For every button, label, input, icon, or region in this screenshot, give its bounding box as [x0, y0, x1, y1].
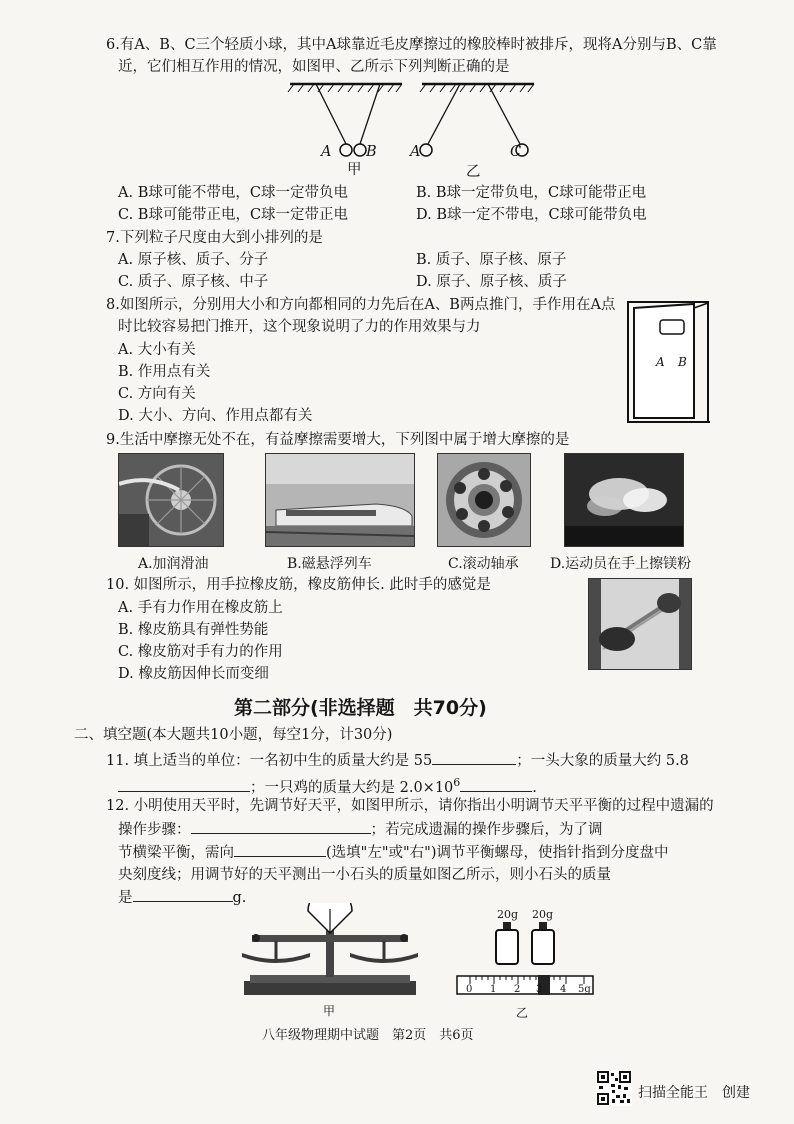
weights-figure — [490, 920, 570, 970]
qr-code-icon — [596, 1070, 632, 1106]
weight-label-1: 20g — [497, 908, 519, 921]
scale-label-yi: 乙 — [516, 1006, 529, 1020]
photo-bicycle-chain — [118, 453, 224, 547]
q7-option-b: B. 质子、原子核、原子 — [416, 252, 567, 268]
rider-scale — [456, 974, 596, 998]
scale-tick-1: 1 — [490, 984, 497, 995]
scale-tick-5: 5g — [578, 984, 591, 995]
q12-line2a: 操作步骤： — [118, 822, 191, 838]
q8-stem-line1: 8.如图所示，分别用大小和方向都相同的力先后在A、B两点推门，手作用在A点 — [106, 297, 616, 313]
photo-rubber-band — [588, 578, 692, 670]
q7-stem: 7.下列粒子尺度由大到小排列的是 — [106, 230, 323, 246]
q6-option-a: A. B球可能不带电，C球一定带负电 — [118, 185, 348, 201]
q10-option-c: C. 橡皮筋对手有力的作用 — [118, 644, 283, 660]
q8-option-d: D. 大小、方向、作用点都有关 — [118, 408, 313, 424]
q7-option-c: C. 质子、原子核、中子 — [118, 274, 269, 290]
q6-label-c: C — [510, 144, 522, 160]
photo-magnesium-powder — [564, 453, 684, 547]
door-label-a: A — [656, 355, 665, 369]
q8-option-c: C. 方向有关 — [118, 386, 196, 402]
q12-line1: 12. 小明使用天平时，先调节好天平，如图甲所示，请你指出小明调节天平平衡的过程中遗漏的 — [106, 798, 714, 814]
q6-label-a2: A — [410, 144, 421, 160]
q12-line5a: 是 — [118, 890, 133, 906]
q7-option-a: A. 原子核、质子、分子 — [118, 252, 269, 268]
q9-stem: 9.生活中摩擦无处不在，有益摩擦需要增大，下列图中属于增大摩擦的是 — [106, 432, 570, 448]
q11-blank1[interactable] — [432, 750, 516, 765]
q12-blank1[interactable] — [191, 819, 371, 834]
part2-title: 第二部分(非选择题 共70分) — [234, 697, 487, 719]
q6-option-c: C. B球可能带正电，C球一定带正电 — [118, 207, 349, 223]
q12-line5b: g. — [232, 890, 247, 906]
q9-caption-a: A.加润滑油 — [138, 556, 209, 572]
q6-figure — [280, 78, 560, 178]
q10-option-d: D. 橡皮筋因伸长而变细 — [118, 666, 269, 682]
q9-caption-d: D.运动员在手上擦镁粉 — [550, 556, 692, 572]
q11-part1: 11. 填上适当的单位：一名初中生的质量大约是 55 — [106, 753, 433, 769]
q12-line4: 央刻度线；用调节好的天平测出一小石头的质量如图乙所示，则小石头的质量 — [118, 867, 611, 883]
q11-blank3[interactable] — [460, 777, 532, 792]
q10-stem: 10. 如图所示，用手拉橡皮筋，橡皮筋伸长. 此时手的感觉是 — [106, 577, 491, 593]
q12-line2b: ；若完成遗漏的操作步骤后，为了调 — [370, 822, 603, 838]
fill-heading: 二、填空题(本大题共10小题，每空1分，计30分) — [74, 727, 393, 743]
q7-option-d: D. 原子、原子核、质子 — [416, 274, 567, 290]
q12-blank3[interactable] — [133, 887, 233, 902]
page-footer: 八年级物理期中试题 第2页 共6页 — [262, 1028, 474, 1043]
q11-line1 — [106, 750, 689, 771]
photo-maglev-train — [265, 453, 415, 547]
q10-option-b: B. 橡皮筋具有弹性势能 — [118, 622, 269, 638]
scale-tick-0: 0 — [466, 984, 473, 995]
q12-line2 — [118, 819, 603, 840]
q12-line5 — [118, 887, 246, 908]
q11-line2 — [118, 773, 537, 798]
door-label-b: B — [678, 355, 687, 369]
q11-part4: . — [532, 779, 537, 796]
q6-option-b: B. B球一定带负电，C球可能带正电 — [416, 185, 647, 201]
scale-tick-3: 3 — [536, 984, 543, 995]
q6-label-a1: A — [321, 144, 332, 160]
q8-option-a: A. 大小有关 — [118, 342, 196, 358]
q11-part3: ；一只鸡的质量大约是 2.0×10 — [250, 779, 454, 796]
q12-line3 — [118, 842, 669, 863]
door-figure — [624, 300, 714, 426]
q12-line3a: 节横梁平衡，需向 — [118, 845, 234, 861]
q11-part2: ；一头大象的质量大约 5.8 — [516, 753, 689, 769]
q6-label-yi: 乙 — [466, 164, 481, 180]
q6-label-jia: 甲 — [347, 162, 362, 178]
scale-tick-4: 4 — [560, 984, 567, 995]
q6-option-d: D. B球一定不带电，C球可能带负电 — [416, 207, 647, 223]
weight-label-2: 20g — [532, 908, 554, 921]
q10-option-a: A. 手有力作用在橡皮筋上 — [118, 600, 283, 616]
q6-stem-line1: 6.有A、B、C三个轻质小球，其中A球靠近毛皮摩擦过的橡胶棒时被排斥，现将A分别与B、C靠 — [106, 37, 717, 53]
scanner-watermark: 扫描全能王 创建 — [638, 1085, 750, 1101]
balance-label-jia: 甲 — [323, 1004, 336, 1018]
q8-option-b: B. 作用点有关 — [118, 364, 211, 380]
photo-rolling-bearing — [437, 453, 531, 547]
q11-exponent: 6 — [453, 776, 461, 789]
q6-stem-line2: 近，它们相互作用的情况，如图甲、乙所示下列判断正确的是 — [118, 59, 510, 75]
q6-label-b: B — [366, 144, 377, 160]
q9-caption-b: B.磁悬浮列车 — [287, 556, 372, 572]
q9-caption-c: C.滚动轴承 — [448, 556, 519, 572]
q12-line3b: (选填"左"或"右")调节平衡螺母，使指针指到分度盘中 — [326, 845, 669, 861]
balance-figure — [236, 903, 426, 1001]
q8-stem-line2: 时比较容易把门推开，这个现象说明了力的作用效果与力 — [118, 319, 481, 335]
q11-blank2[interactable] — [118, 777, 250, 792]
scale-tick-2: 2 — [514, 984, 521, 995]
q12-blank2[interactable] — [234, 842, 326, 857]
